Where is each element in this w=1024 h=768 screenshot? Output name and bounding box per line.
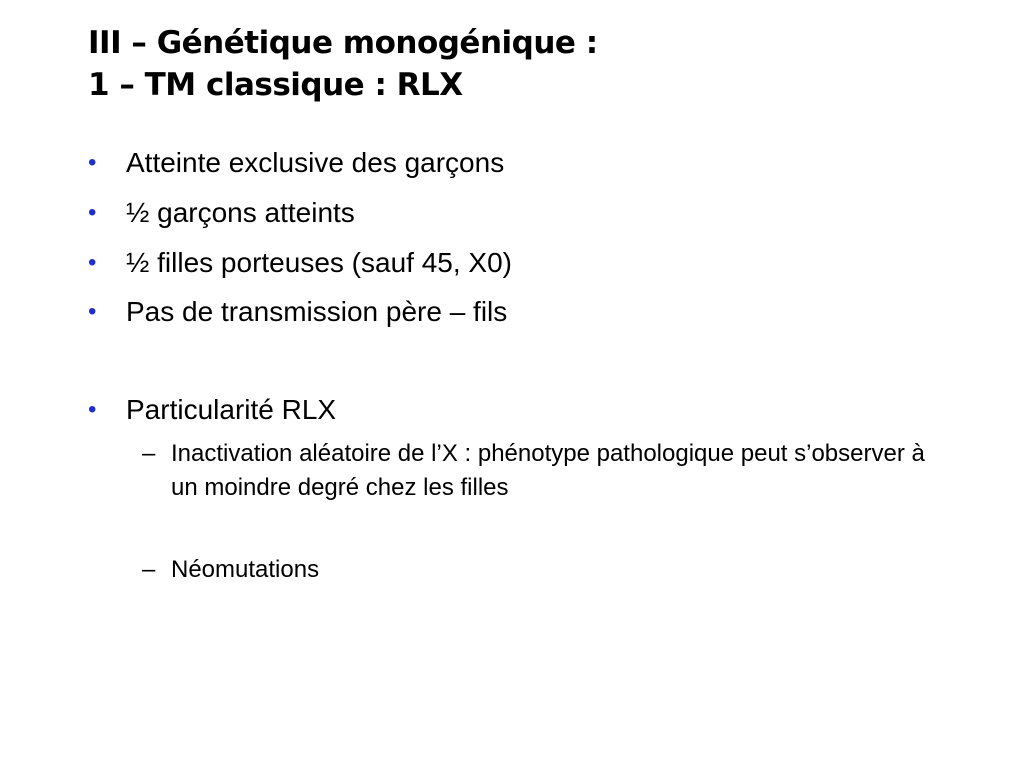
sub-item-2: Néomutations	[171, 556, 320, 583]
sub-item-1: Inactivation aléatoire de l’X : phénotype pathologique peut s’observer à un moindre degré chez les filles	[171, 440, 925, 501]
title-line-2: 1 – TM classique : RLX	[88, 67, 463, 103]
bullet-item-4: Pas de transmission père – fils	[126, 296, 508, 327]
bullet-item-1: Atteinte exclusive des garçons	[126, 147, 505, 178]
title-line-1: III – Génétique monogénique :	[88, 25, 598, 61]
bullet-marker-2: •	[88, 199, 97, 226]
bullet-marker-1: •	[88, 149, 97, 176]
bullet-marker-5: •	[88, 396, 97, 423]
bullet-item-3: ½ filles porteuses (sauf 45, X0)	[126, 247, 512, 278]
sub-marker-2: –	[142, 556, 156, 583]
bullet-marker-4: •	[88, 298, 97, 325]
bullet-item-2: ½ garçons atteints	[126, 197, 355, 228]
bullet-item-5: Particularité RLX	[126, 394, 337, 425]
bullet-marker-3: •	[88, 249, 97, 276]
sub-marker-1: –	[142, 440, 156, 467]
